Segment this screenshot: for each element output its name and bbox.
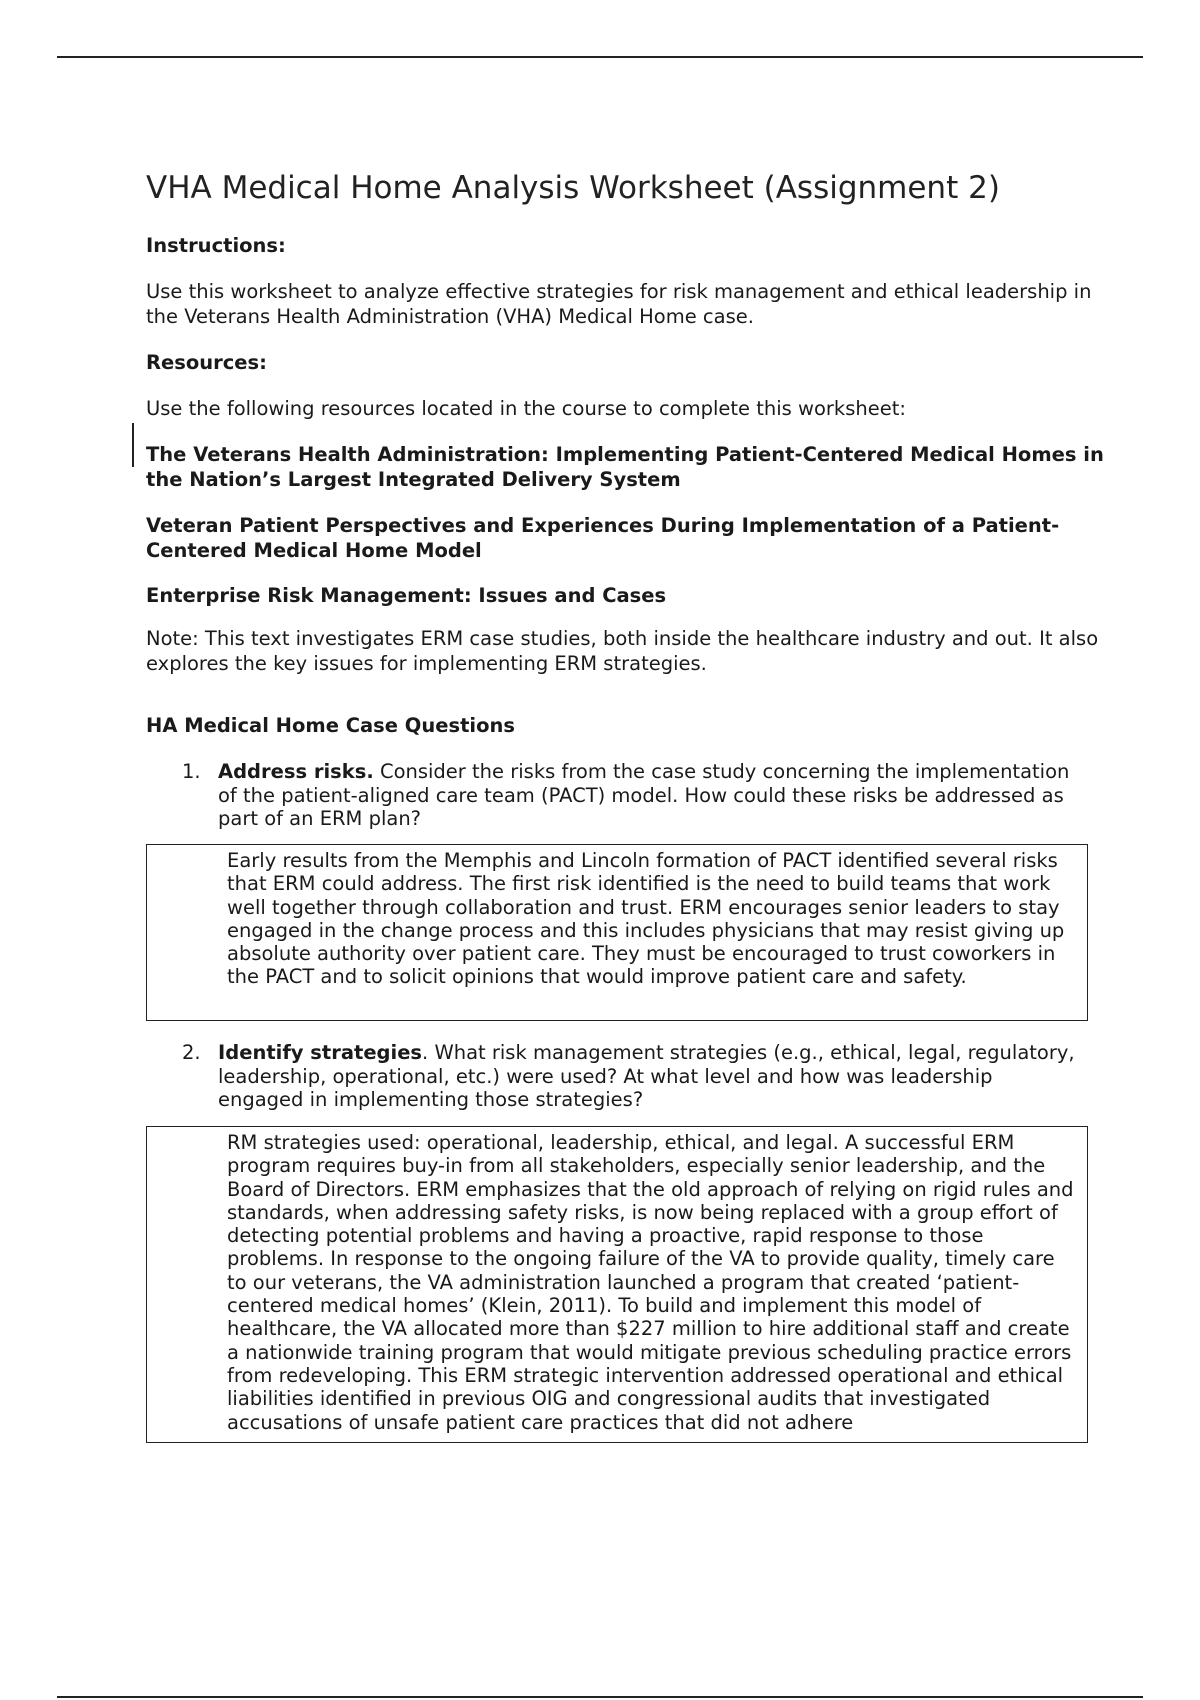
resource-note: Note: This text investigates ERM case studies, both inside the healthcare industry and out. It also explores the key issues for implementing ERM strategies. (146, 627, 1099, 675)
answer-box[interactable] (146, 844, 1088, 1021)
resources-heading: Resources: (146, 351, 267, 374)
question-body: . What risk management strategies (e.g., ethical, legal, regulatory, leadership, operational, etc.) were used? At what level and how was leadership engaged in implementing those strategies? (218, 1041, 1075, 1111)
page-top-rule (57, 56, 1143, 58)
resource-item: Veteran Patient Perspectives and Experiences During Implementation of a Patient-Centered Medical Home Model (146, 514, 1060, 562)
answer-text: Early results from the Memphis and Lincoln formation of PACT identified several risks that ERM could address. The first risk identified is the need to build teams that work well together through collaboration and trust. ERM encourages senior leaders to stay engaged in the change process and this includes physicians that may resist giving up absolute authority over patient care. They must be encouraged to trust coworkers in the PACT and to solicit opinions that would improve patient care and safety. (227, 849, 1065, 989)
question-lead: Address risks. (218, 760, 374, 783)
question-number: 1. (182, 760, 201, 783)
question-text (218, 760, 1083, 831)
document-title: VHA Medical Home Analysis Worksheet (Assignment 2) (146, 170, 1000, 206)
question-text (218, 1041, 1083, 1112)
question-body: Consider the risks from the case study concerning the implementation of the patient-aligned care team (PACT) model. How could these risks be addressed as part of an ERM plan? (218, 760, 1070, 830)
text-cursor-marker (132, 423, 134, 467)
answer-text: RM strategies used: operational, leadership, ethical, and legal. A successful ERM program requires buy-in from all stakeholders, especially senior leadership, and the Board of Directors. ERM emphasizes that the old approach of relying on rigid rules and standards, when addressing safety risks, is now being replaced with a group effort of detecting potential problems and having a proactive, rapid response to those problems. In response to the ongoing failure of the VA to provide quality, timely care to our veterans, the VA administration launched a program that created ‘patient-centered medical homes’ (Klein, 2011). To build and implement this model of healthcare, the VA allocated more than $227 million to hire additional staff and create a nationwide training program that would mitigate previous scheduling practice errors from redeveloping. This ERM strategic intervention addressed operational and ethical liabilities identified in previous OIG and congressional audits that investigated accusations of unsafe patient care practices that did not adhere (227, 1131, 1074, 1434)
question-number: 2. (182, 1041, 201, 1064)
question-lead: Identify strategies (218, 1041, 423, 1064)
resource-item: Enterprise Risk Management: Issues and Cases (146, 584, 667, 607)
resources-intro: Use the following resources located in the course to complete this worksheet: (146, 397, 906, 420)
instructions-text: Use this worksheet to analyze effective strategies for risk management and ethical leadership in the Veterans Health Administration (VHA) Medical Home case. (146, 280, 1092, 328)
resource-item: The Veterans Health Administration: Implementing Patient-Centered Medical Homes in the Nation’s Largest Integrated Delivery System (146, 443, 1104, 491)
instructions-heading: Instructions: (146, 234, 286, 257)
questions-heading: HA Medical Home Case Questions (146, 714, 515, 737)
answer-box[interactable] (146, 1126, 1088, 1443)
page-bottom-rule (57, 1696, 1143, 1698)
